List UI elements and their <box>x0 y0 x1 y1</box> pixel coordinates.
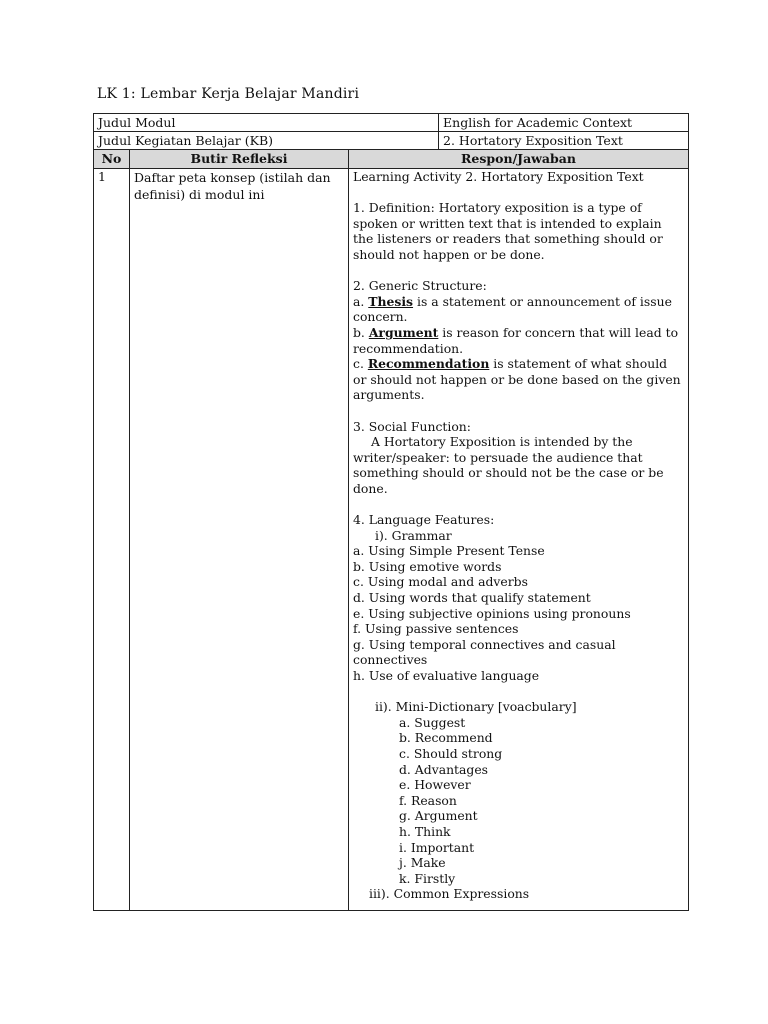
expressions-heading: iii). Common Expressions <box>369 886 530 902</box>
dictionary-item: d. Advantages <box>399 761 489 777</box>
activity-value: 2. Hortatory Exposition Text <box>439 132 689 150</box>
language-features-heading: 4. Language Features: <box>353 512 495 528</box>
grammar-item: g. Using temporal connectives and casual connectives <box>353 636 616 668</box>
dictionary-item: i. Important <box>399 839 475 855</box>
dictionary-item: e. However <box>399 777 471 793</box>
grammar-item: c. Using modal and adverbs <box>353 574 528 590</box>
dictionary-item: g. Argument <box>399 808 478 824</box>
structure-item-argument: b. Argument is reason for concern that will lead to recommendation. <box>353 324 679 356</box>
dictionary-item: k. Firstly <box>399 870 456 886</box>
header-row <box>94 150 689 169</box>
worksheet-table <box>93 113 689 911</box>
document-title: LK 1: Lembar Kerja Belajar Mandiri <box>97 86 360 102</box>
grammar-item: d. Using words that qualify statement <box>353 590 591 606</box>
dictionary-item: h. Think <box>399 823 451 839</box>
grammar-item: f. Using passive sentences <box>353 621 519 637</box>
module-label: Judul Modul <box>94 114 439 132</box>
response-heading: Learning Activity 2. Hortatory Exposition Text <box>353 169 644 184</box>
activity-row <box>94 132 689 150</box>
row-number: 1 <box>94 169 130 911</box>
response-cell <box>349 169 689 911</box>
structure-item-thesis: a. Thesis is a statement or announcement of issue concern. <box>353 293 672 325</box>
dictionary-item: j. Make <box>399 855 446 871</box>
generic-structure-heading: 2. Generic Structure: <box>353 278 487 294</box>
dictionary-item: a. Suggest <box>399 714 466 730</box>
reflection-item: Daftar peta konsep (istilah dan definisi) di modul ini <box>130 169 349 911</box>
dictionary-item: b. Recommend <box>399 730 493 746</box>
module-row <box>94 114 689 132</box>
module-value: English for Academic Context <box>439 114 689 132</box>
dictionary-list <box>353 715 684 887</box>
grammar-item: e. Using subjective opinions using pronouns <box>353 605 631 621</box>
term-argument: Argument <box>368 324 439 340</box>
header-respon: Respon/Jawaban <box>349 150 689 169</box>
social-function-text: A Hortatory Exposition is intended by the writer/speaker: to persuade the audience that something should or should not be the case or be done. <box>353 434 664 496</box>
dictionary-heading: ii). Mini-Dictionary [voacbulary] <box>375 699 577 715</box>
header-butir: Butir Refleksi <box>130 150 349 169</box>
grammar-heading: i). Grammar <box>375 527 452 543</box>
social-function-heading: 3. Social Function: <box>353 418 471 434</box>
grammar-item: a. Using Simple Present Tense <box>353 543 545 559</box>
term-recommendation: Recommendation <box>367 356 490 372</box>
grammar-item: b. Using emotive words <box>353 558 502 574</box>
activity-label: Judul Kegiatan Belajar (KB) <box>94 132 439 150</box>
dictionary-item: f. Reason <box>399 792 457 808</box>
grammar-item: h. Use of evaluative language <box>353 668 540 683</box>
dictionary-item: c. Should strong <box>399 745 503 761</box>
definition-text: 1. Definition: Hortatory exposition is a type of spoken or written text that is intended to explain the listeners or readers that something should or should not happen or be done. <box>353 200 663 262</box>
structure-item-recommendation: c. Recommendation is statement of what should or should not happen or be done based on the given arguments. <box>353 356 681 403</box>
table-row <box>94 169 689 911</box>
header-no: No <box>94 150 130 169</box>
grammar-list <box>353 543 684 683</box>
term-thesis: Thesis <box>368 293 414 309</box>
